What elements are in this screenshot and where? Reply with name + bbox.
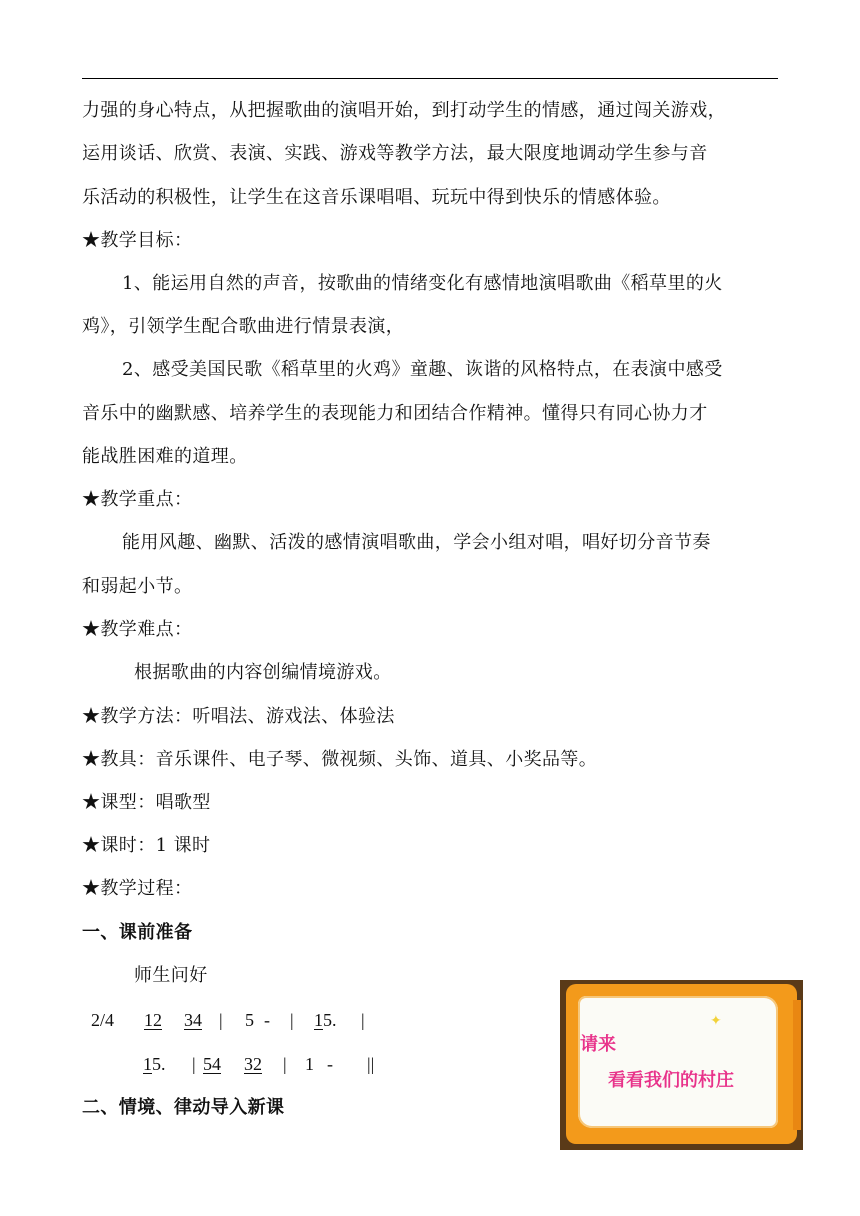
goal-item-1: 1、能运用自然的声音，按歌曲的情绪变化有感情地演唱歌曲《稻草里的火 xyxy=(122,273,723,294)
goal-item-2-cont: 音乐中的幽默感、培养学生的表现能力和团结合作精神。懂得只有同心协力才 xyxy=(82,403,708,424)
score-note: 12 xyxy=(144,1010,162,1030)
bar-line: | xyxy=(361,1010,365,1030)
sparkle-icon: ✦ xyxy=(710,1013,722,1029)
key-point-text: 能用风趣、幽默、活泼的感情演唱歌曲，学会小组对唱，唱好切分音节奏 xyxy=(122,532,711,553)
image-paper xyxy=(578,996,778,1128)
difficulty-text: 根据歌曲的内容创编情境游戏。 xyxy=(134,662,392,683)
score-note: 5. xyxy=(323,1010,337,1030)
image-text-1: 请来 xyxy=(580,1034,616,1055)
score-note: 54 xyxy=(203,1054,221,1074)
greeting-text: 师生问好 xyxy=(134,965,208,986)
section-2-heading: 二、情境、律动导入新课 xyxy=(82,1097,285,1118)
goal-item-2: 2、感受美国民歌《稻草里的火鸡》童趣、诙谐的风格特点，在表演中感受 xyxy=(122,359,723,380)
bar-line: | xyxy=(219,1010,223,1030)
score-dash: - xyxy=(264,1010,270,1030)
score-note: 1 xyxy=(305,1054,314,1074)
time-signature: 2/4 xyxy=(91,1010,115,1030)
key-point-text-cont: 和弱起小节。 xyxy=(82,576,193,597)
image-spine xyxy=(793,1000,801,1130)
paragraph-line: 运用谈话、欣赏、表演、实践、游戏等教学方法，最大限度地调动学生参与音 xyxy=(82,143,708,164)
lesson-hours: ★课时：1 课时 xyxy=(82,835,211,856)
score-note: 5. xyxy=(152,1054,166,1074)
teaching-method: ★教学方法：听唱法、游戏法、体验法 xyxy=(82,706,395,727)
score-dash: - xyxy=(327,1054,333,1074)
lesson-type: ★课型：唱歌型 xyxy=(82,792,211,813)
courseware-image xyxy=(560,980,803,1150)
section-1-heading: 一、课前准备 xyxy=(82,922,193,943)
goal-item-2-cont: 能战胜困难的道理。 xyxy=(82,446,248,467)
bar-line: | xyxy=(290,1010,294,1030)
bar-line: | xyxy=(192,1054,196,1074)
section-heading-goals: ★教学目标： xyxy=(82,230,193,251)
header-rule xyxy=(82,78,778,79)
goal-item-1-cont: 鸡》，引领学生配合歌曲进行情景表演， xyxy=(82,316,405,337)
section-heading-process: ★教学过程： xyxy=(82,878,193,899)
bar-line: | xyxy=(283,1054,287,1074)
score-note: 5 xyxy=(245,1010,254,1030)
section-heading-key: ★教学重点： xyxy=(82,489,193,510)
paragraph-line: 乐活动的积极性，让学生在这音乐课唱唱、玩玩中得到快乐的情感体验。 xyxy=(82,187,671,208)
score-note: 1 xyxy=(143,1054,152,1074)
score-note: 32 xyxy=(244,1054,262,1074)
end-bar-line: || xyxy=(367,1054,375,1074)
score-note: 1 xyxy=(314,1010,323,1030)
section-heading-difficulty: ★教学难点： xyxy=(82,619,193,640)
image-text-2: 看看我们的村庄 xyxy=(608,1070,734,1091)
teaching-tools: ★教具：音乐课件、电子琴、微视频、头饰、道具、小奖品等。 xyxy=(82,749,598,770)
paragraph-line: 力强的身心特点，从把握歌曲的演唱开始，到打动学生的情感，通过闯关游戏， xyxy=(82,100,726,121)
score-note: 34 xyxy=(184,1010,202,1030)
